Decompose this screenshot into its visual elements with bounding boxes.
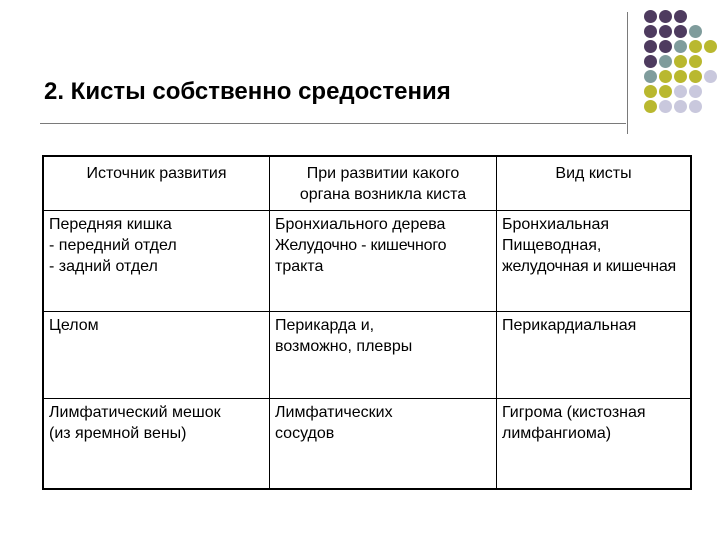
decor-dot bbox=[659, 55, 672, 68]
decor-dot bbox=[689, 70, 702, 83]
table-row bbox=[43, 311, 691, 398]
decor-dot bbox=[644, 40, 657, 53]
decor-dot bbox=[674, 100, 687, 113]
slide-title: 2. Кисты собственно средостения bbox=[44, 78, 451, 105]
cysts-table bbox=[42, 155, 692, 490]
decor-dot bbox=[674, 40, 687, 53]
decor-dot bbox=[659, 25, 672, 38]
decor-dot bbox=[689, 100, 702, 113]
decor-dot bbox=[674, 55, 687, 68]
decor-dot bbox=[674, 25, 687, 38]
cell-cyst-type: Гигрома (кистозная лимфангиома) bbox=[497, 398, 692, 489]
table-header-row bbox=[43, 156, 691, 210]
table-row bbox=[43, 210, 691, 311]
cell-source: Лимфатический мешок (из яремной вены) bbox=[43, 398, 270, 489]
vertical-divider bbox=[627, 12, 628, 134]
decor-dot bbox=[704, 70, 717, 83]
cell-organ: Лимфатических сосудов bbox=[270, 398, 497, 489]
cell-cyst-type: Перикардиальная bbox=[497, 311, 692, 398]
header-cyst-type: Вид кисты bbox=[497, 156, 692, 210]
header-source: Источник развития bbox=[43, 156, 270, 210]
decor-dot bbox=[674, 70, 687, 83]
decor-dot bbox=[659, 10, 672, 23]
decor-dot bbox=[704, 40, 717, 53]
decor-dot bbox=[689, 55, 702, 68]
cell-source: Передняя кишка - передний отдел - задний отдел bbox=[43, 210, 270, 311]
decor-dot bbox=[644, 25, 657, 38]
decor-dot bbox=[644, 70, 657, 83]
cell-organ: Бронхиального дерева Желудочно - кишечного тракта bbox=[270, 210, 497, 311]
decor-dot bbox=[644, 100, 657, 113]
decor-dot bbox=[644, 85, 657, 98]
decor-dot bbox=[674, 85, 687, 98]
decor-dot bbox=[659, 40, 672, 53]
cell-source: Целом bbox=[43, 311, 270, 398]
decor-dot bbox=[659, 100, 672, 113]
cell-cyst-type: Бронхиальная Пищеводная, желудочная и кишечная bbox=[497, 210, 692, 311]
header-organ: При развитии какого органа возникла киста bbox=[270, 156, 497, 210]
decor-dot bbox=[659, 85, 672, 98]
decor-dot bbox=[659, 70, 672, 83]
decor-dot bbox=[689, 40, 702, 53]
table-row bbox=[43, 398, 691, 489]
decor-dot bbox=[689, 85, 702, 98]
decor-dot bbox=[644, 10, 657, 23]
decor-dot bbox=[689, 25, 702, 38]
decor-dot bbox=[644, 55, 657, 68]
decor-dot bbox=[674, 10, 687, 23]
cell-organ: Перикарда и, возможно, плевры bbox=[270, 311, 497, 398]
decorative-dot-grid bbox=[638, 10, 718, 125]
title-underline bbox=[40, 123, 626, 124]
